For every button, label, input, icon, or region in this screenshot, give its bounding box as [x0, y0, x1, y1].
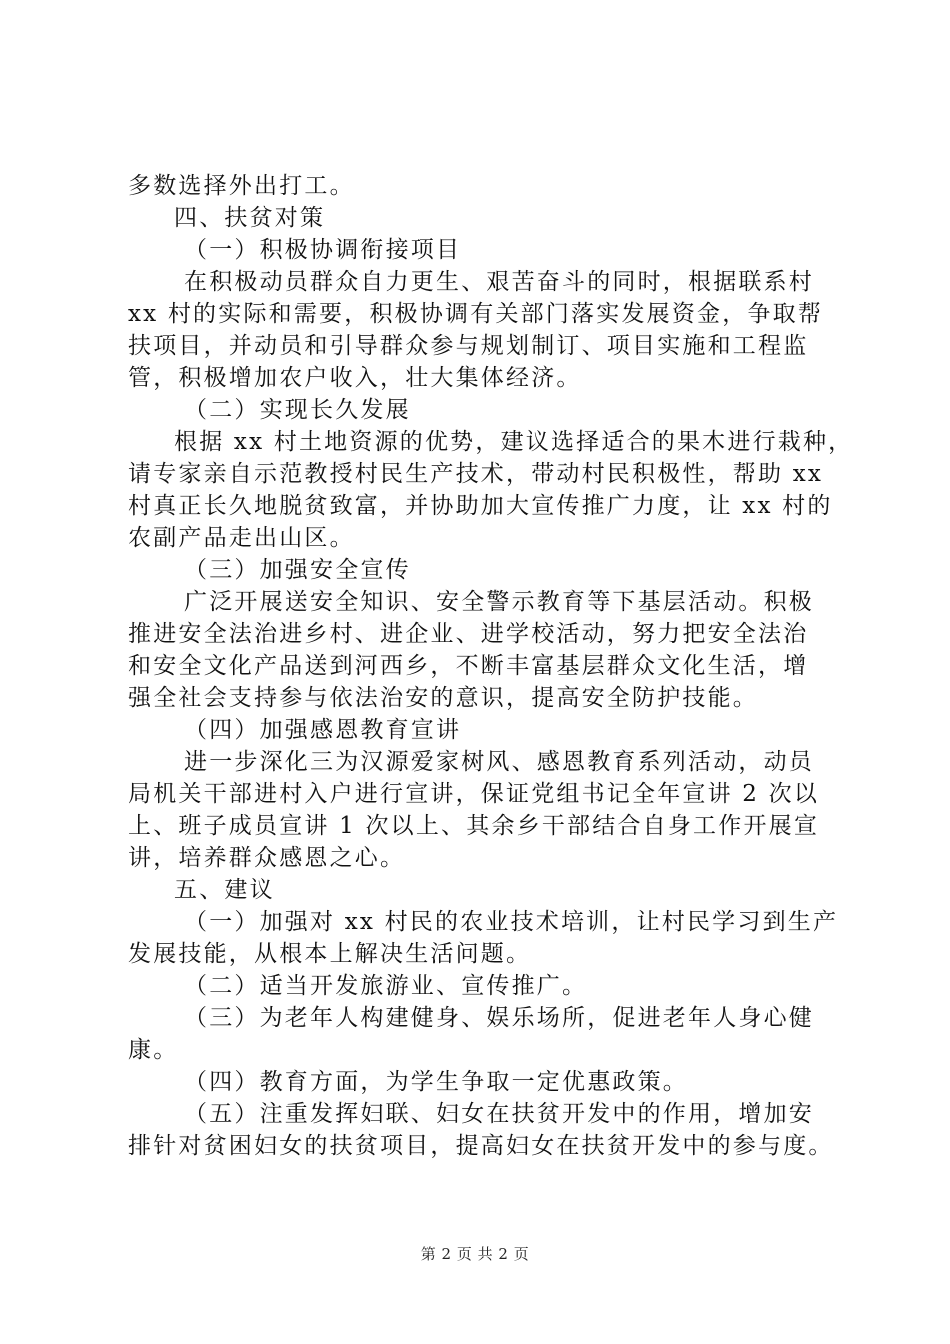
text-line: 局机关干部进村入户进行宣讲，保证党组书记全年宣讲 2 次以 — [128, 781, 820, 807]
text-line: 康。 — [128, 1037, 179, 1063]
text-line: （一）积极协调衔接项目 — [184, 237, 462, 263]
text-line: （四）加强感恩教育宣讲 — [184, 717, 462, 743]
text-line: （四）教育方面，为学生争取一定优惠政策。 — [184, 1069, 688, 1095]
text-line: 强全社会支持参与依法治安的意识，提高安全防护技能。 — [128, 685, 758, 711]
text-line: 排针对贫困妇女的扶贫项目，提高妇女在扶贫开发中的参与度。 — [128, 1133, 834, 1159]
text-line: 多数选择外出打工。 — [128, 173, 355, 199]
text-line: 扶项目，并动员和引导群众参与规划制订、项目实施和工程监 — [128, 333, 809, 359]
text-line: 四、扶贫对策 — [174, 205, 326, 231]
text-line: xx 村的实际和需要，积极协调有关部门落实发展资金，争取帮 — [128, 301, 824, 327]
text-line: 进一步深化三为汉源爱家树风、感恩教育系列活动，动员 — [184, 749, 814, 775]
text-line: 请专家亲自示范教授村民生产技术，带动村民积极性，帮助 xx — [128, 461, 824, 487]
text-line: 根据 xx 村土地资源的优势，建议选择适合的果木进行栽种， — [174, 429, 854, 455]
text-line: 推进安全法治进乡村、进企业、进学校活动，努力把安全法治 — [128, 621, 809, 647]
document-body — [128, 170, 854, 1162]
text-line: 五、建议 — [174, 877, 275, 903]
text-line: 农副产品走出山区。 — [128, 525, 355, 551]
text-line: （五）注重发挥妇联、妇女在扶贫开发中的作用，增加安 — [184, 1101, 814, 1127]
text-line: 在积极动员群众自力更生、艰苦奋斗的同时，根据联系村 — [184, 269, 814, 295]
page-footer: 第 2 页 共 2 页 — [420, 1245, 530, 1263]
text-line: （一）加强对 xx 村民的农业技术培训，让村民学习到生产 — [184, 909, 839, 935]
text-line: 广泛开展送安全知识、安全警示教育等下基层活动。积极 — [184, 589, 814, 615]
text-line: （二）适当开发旅游业、宣传推广。 — [184, 973, 588, 999]
text-line: （三）加强安全宣传 — [184, 557, 411, 583]
text-line: 和安全文化产品送到河西乡，不断丰富基层群众文化生活，增 — [128, 653, 809, 679]
text-line: 管，积极增加农户收入，壮大集体经济。 — [128, 365, 582, 391]
text-line: 村真正长久地脱贫致富，并协助加大宣传推广力度，让 xx 村的 — [128, 493, 833, 519]
text-line: 发展技能，从根本上解决生活问题。 — [128, 941, 532, 967]
text-line: 上、班子成员宣讲 1 次以上、其余乡干部结合自身工作开展宣 — [128, 813, 820, 839]
text-line: （三）为老年人构建健身、娱乐场所，促进老年人身心健 — [184, 1005, 814, 1031]
text-line: （二）实现长久发展 — [184, 397, 411, 423]
text-line: 讲，培养群众感恩之心。 — [128, 845, 406, 871]
